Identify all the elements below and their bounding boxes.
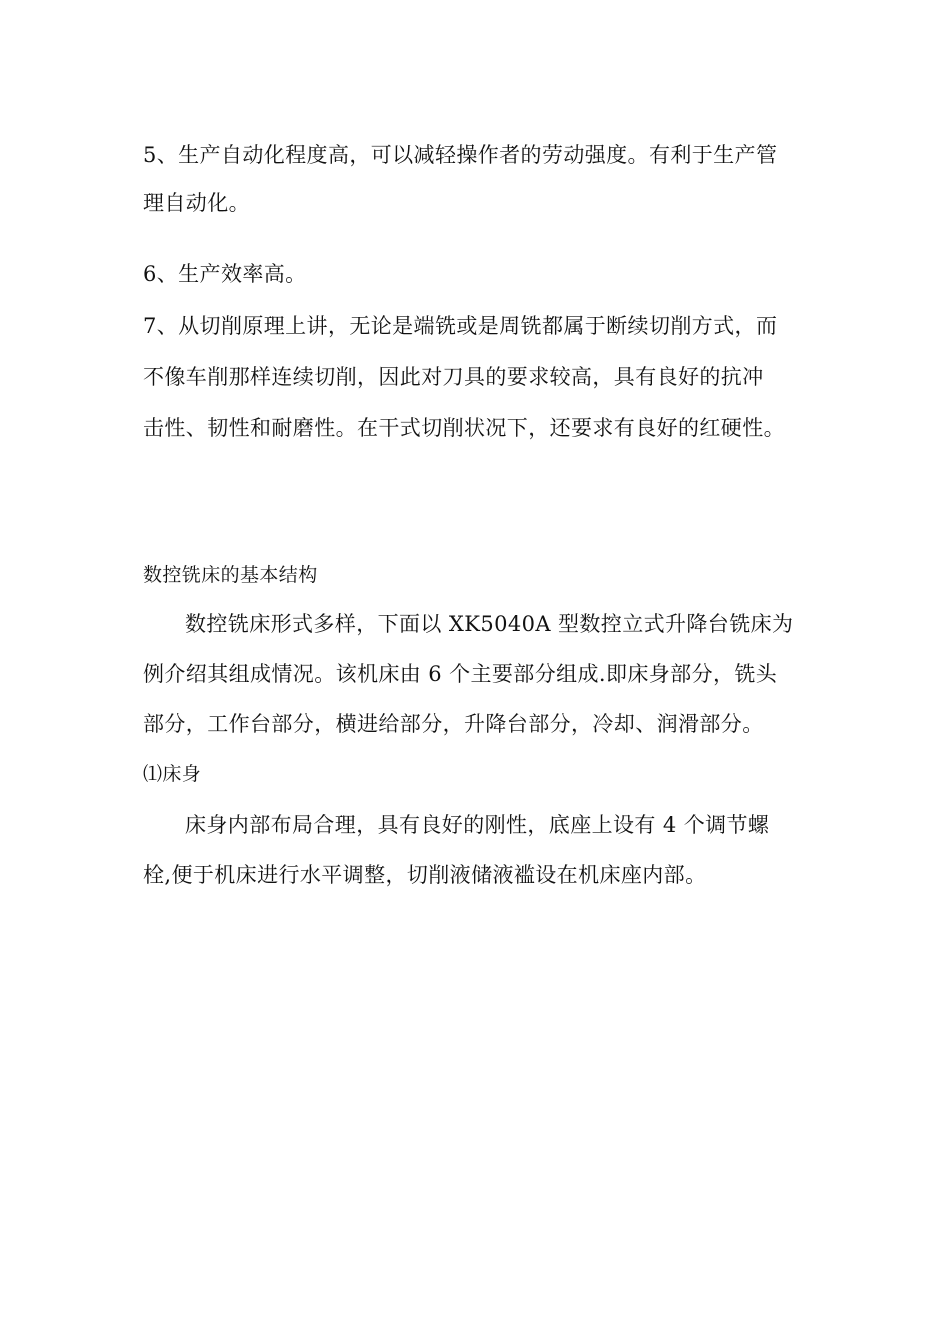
intro-line-3: 部分，工作台部分，横进给部分，升降台部分，冷却、润滑部分。 (143, 712, 764, 736)
bed-line-2: 栓,便于机床进行水平调整，切削液储液褴设在机床座内部。 (143, 863, 707, 887)
bed-line-1: 床身内部布局合理，具有良好的刚性，底座上设有 4 个调节螺 (185, 813, 770, 837)
section-title: 数控铣床的基本结构 (143, 564, 318, 586)
intro-line-1: 数控铣床形式多样，下面以 XK5040A 型数控立式升降台铣床为 (185, 612, 794, 636)
item-7-line-1: 7、从切削原理上讲，无论是端铣或是周铣都属于断续切削方式，而 (143, 314, 778, 338)
subheading-bed: ⑴床身 (143, 763, 202, 785)
item-5-line-2: 理自动化。 (143, 191, 250, 215)
item-7-line-3: 击性、韧性和耐磨性。在干式切削状况下，还要求有良好的红硬性。 (143, 416, 785, 440)
item-7-line-2: 不像车削那样连续切削，因此对刀具的要求较高，具有良好的抗冲 (143, 365, 764, 389)
intro-line-2: 例介绍其组成情况。该机床由 6 个主要部分组成.即床身部分，铣头 (143, 662, 778, 686)
item-6-line-1: 6、生产效率高。 (143, 262, 307, 286)
item-5-line-1: 5、生产自动化程度高，可以减轻操作者的劳动强度。有利于生产管 (143, 143, 778, 167)
